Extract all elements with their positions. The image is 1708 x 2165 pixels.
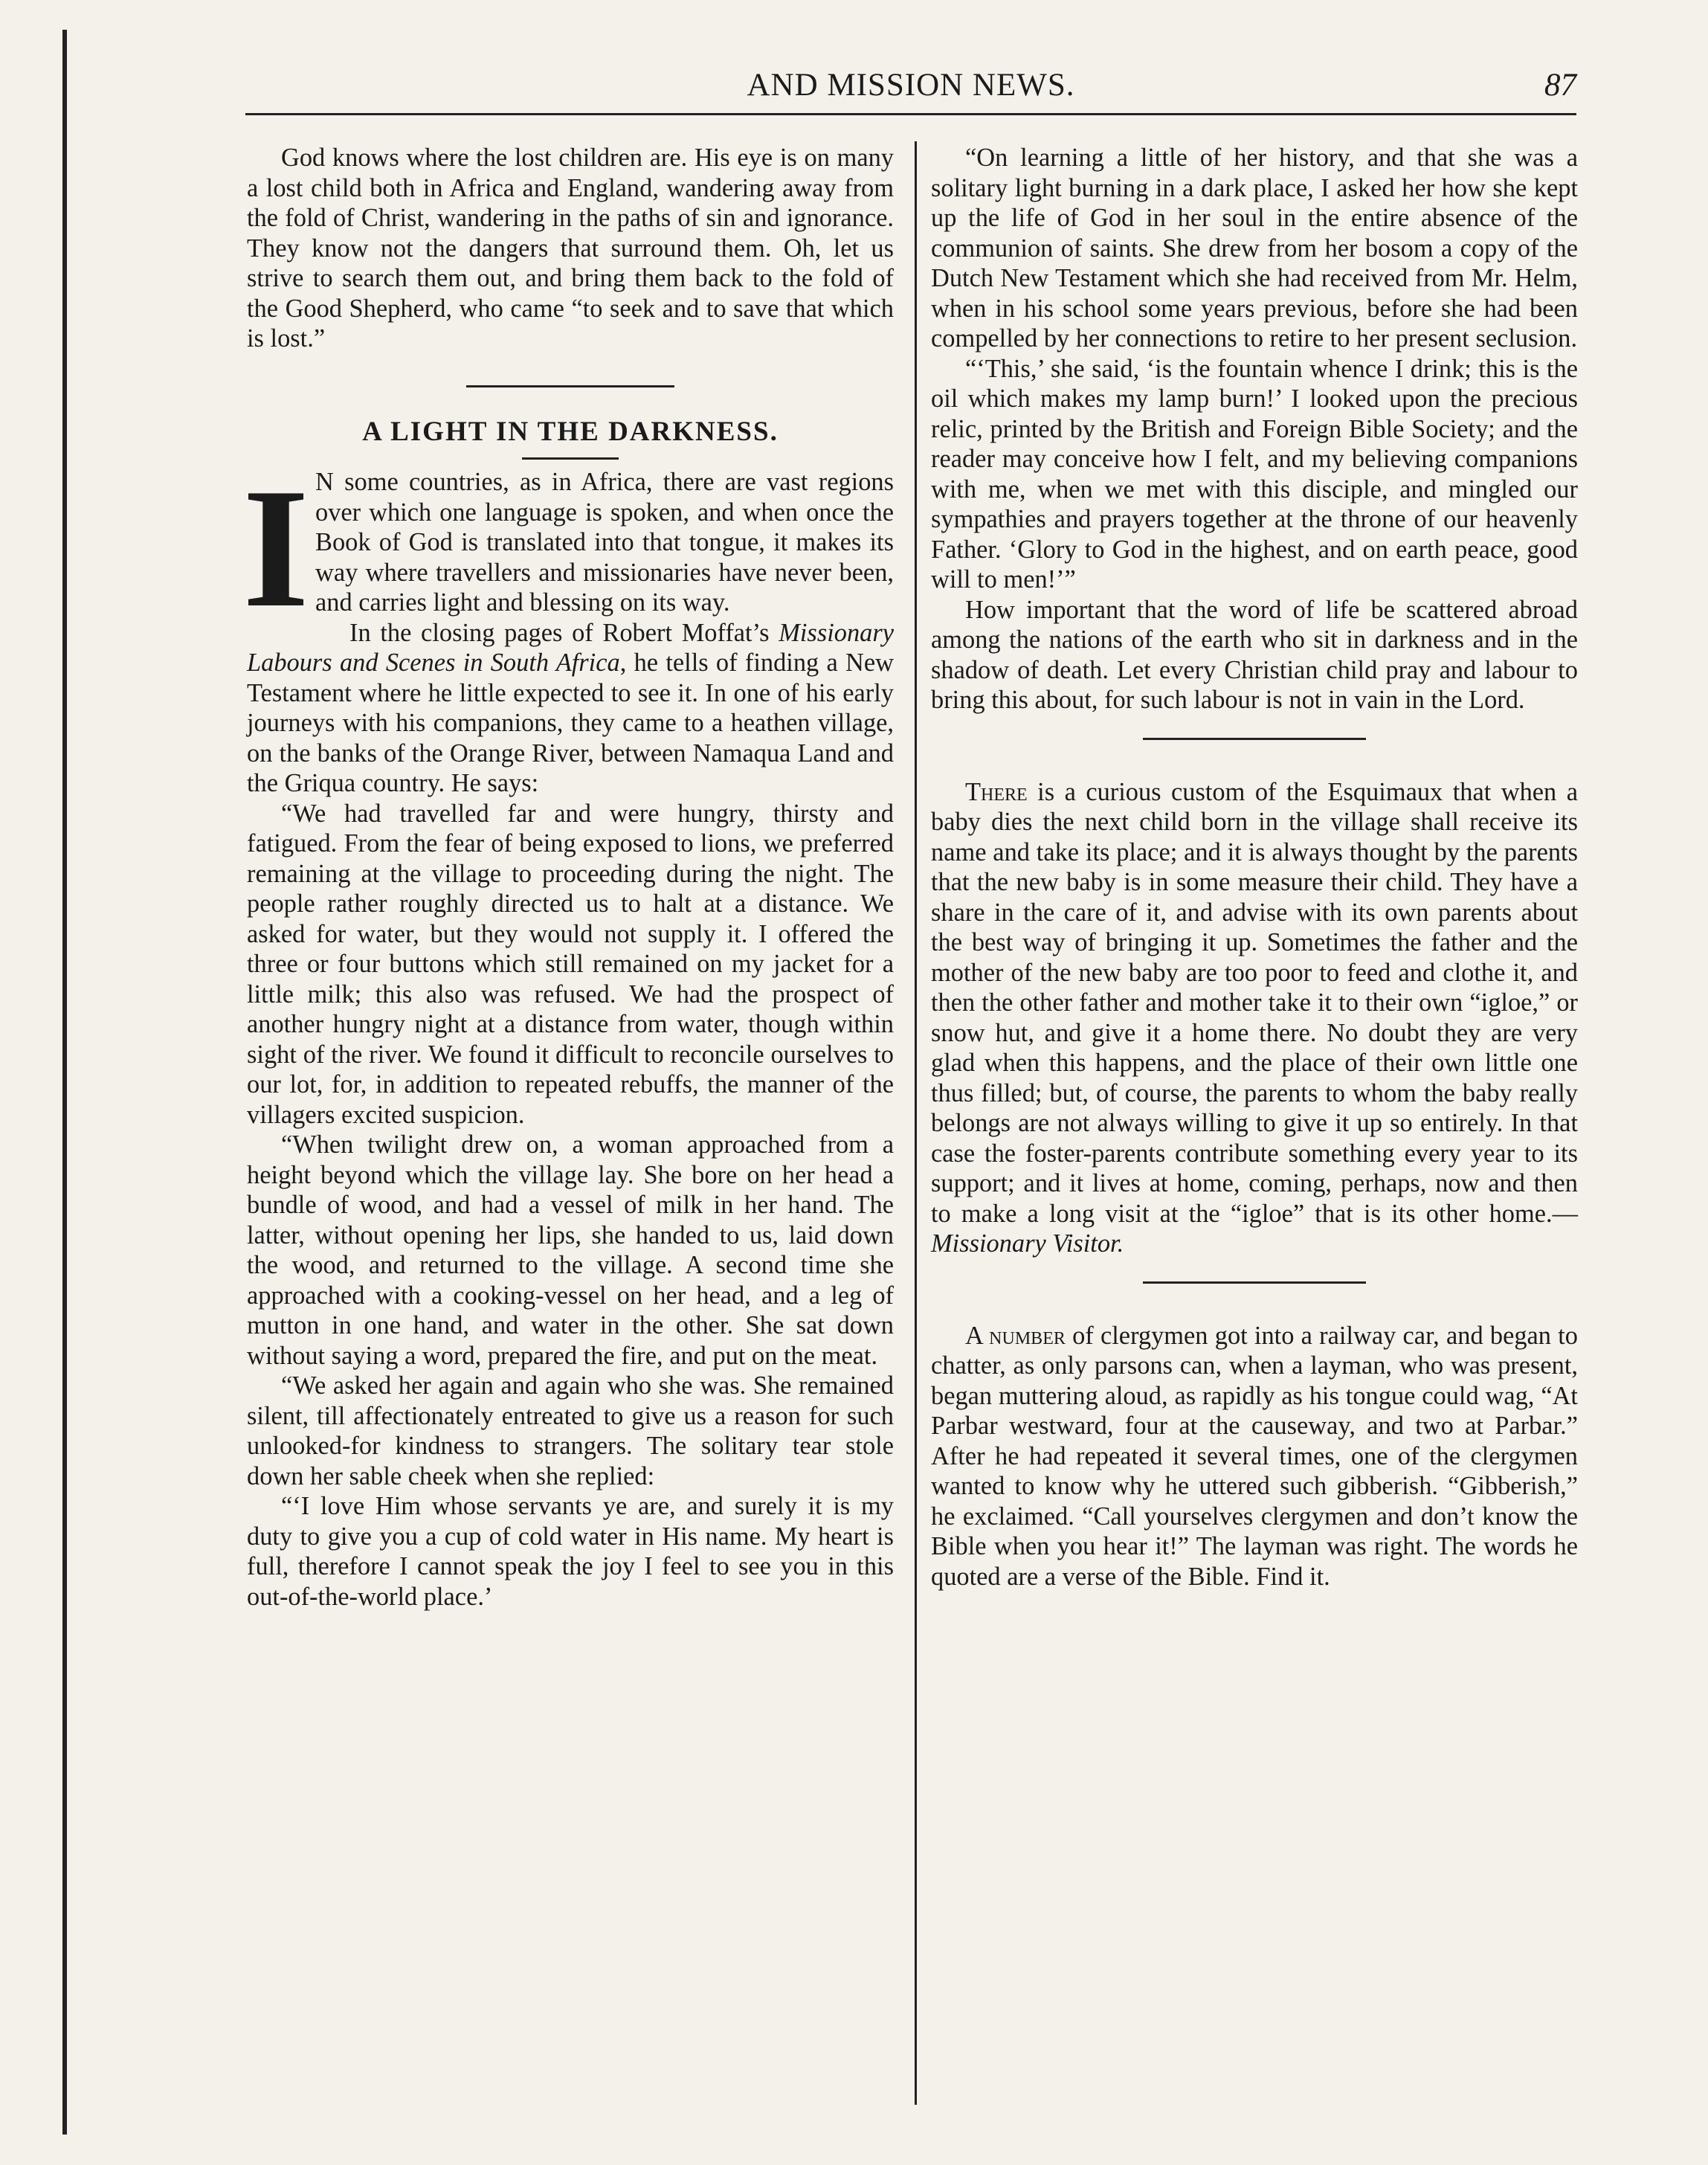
drop-cap-letter: I	[242, 453, 309, 643]
running-head-title: AND MISSION NEWS.	[747, 68, 1075, 103]
paragraph-text: is a curious custom of the Esquimaux that when a baby dies the next child born in the village shall receive its name and take its place; and it is always thought by the parents that the new baby is in some measure their child. They have a share in the care of it, and advise with its own parents about the best way of bringing it up. Sometimes the father and the mother of the new baby are too poor to feed and clothe it, and then the other father and mother take it to their own “igloe,” or snow hut, and give it a home there. No doubt they are very glad when this happens, and the place of their own little one thus filled; but, of course, the parents to whom the baby really belongs are not always willing to give it up so entirely. In that case the foster-parents contribute something every year to its support; and it lives at home, coming, perhaps, now and then to make a long visit at the “igloe” that is its other home.—	[931, 777, 1578, 1228]
paragraph-text: In the closing pages of Robert Moffat’s	[349, 618, 779, 647]
article-title: A LIGHT IN THE DARKNESS.	[362, 416, 779, 447]
clergymen-paragraph	[931, 1321, 1578, 1592]
esquimaux-paragraph	[931, 777, 1578, 1259]
article-paragraph	[247, 618, 894, 799]
lead-word: There	[965, 777, 1028, 806]
article-paragraph: “‘I love Him whose servants ye are, and surely it is my duty to give you a cup of cold water in His name. My heart is full, therefore I cannot speak the joy I feel to see you in this out-of-the-world place.’	[247, 1492, 894, 1611]
article-paragraph: “On learning a little of her history, and that she was a solitary light burning in a dark place, I asked her how she kept up the life of God in her soul in the entire absence of the communion of saints. She drew from her bosom a copy of the Dutch New Testament which she had received from Mr. Helm, when in his school some years previous, before she had been compelled by her connections to retire to her present seclusion.	[931, 144, 1578, 353]
right-column	[931, 143, 1578, 1592]
page-number: 87	[1544, 68, 1576, 103]
paragraph-text: , he tells of finding a New Testament where he little expected to see it. In one of his early journeys with his companions, they came to a heathen village, on the banks of the Orange River, between Namaqua Land and the Griqua country. He says:	[247, 649, 894, 797]
article-paragraph: “When twilight drew on, a woman approached from a height beyond which the village lay. She bore on her head a bundle of wood, and had a vessel of milk in her hand. The latter, without opening her lips, she handed to us, laid down the wood, and returned to the village. A second time she approached with a cooking-vessel on her head, and a leg of mutton in one hand, and water in the other. She sat down without saying a word, prepared the fire, and put on the meat.	[247, 1130, 894, 1370]
source-credit: Missionary Visitor.	[931, 1229, 1124, 1258]
section-separator	[466, 385, 674, 387]
book-title: Missionary Labours and Scenes in South Africa	[247, 618, 894, 677]
title-underline	[522, 457, 619, 460]
paragraph-text: N some countries, as in Africa, there are vast regions over which one language is spoken, and when once the Book of God is translated into that tongue, it makes its way where travellers and missionaries have never been, and carries light and blessing on its way.	[315, 468, 894, 617]
header-rule	[245, 113, 1576, 115]
running-head	[245, 67, 1576, 115]
intro-paragraph: God knows where the lost children are. His eye is on many a lost child both in Africa and England, wandering away from the fold of Christ, wandering in the paths of sin and ignorance. They know not the dangers that surround them. Oh, let us strive to search them out, and bring them back to the fold of the Good Shepherd, who came “to seek and to save that which is lost.”	[247, 144, 894, 353]
section-separator	[1143, 738, 1366, 740]
article-paragraph: How important that the word of life be scattered abroad among the nations of the earth who sit in darkness and in the shadow of death. Let every Christian child pray and labour to bring this about, for such labour is not in vain in the Lord.	[931, 595, 1578, 714]
lead-word: A number	[965, 1321, 1066, 1350]
left-column	[242, 143, 894, 1612]
article-paragraph: “We asked her again and again who she was. She remained silent, till affectionately entreated to give us a reason for such unlooked-for kindness to strangers. The solitary tear stole down her sable cheek when she replied:	[247, 1371, 894, 1490]
binding-edge-line	[62, 30, 67, 2135]
article-paragraph: “We had travelled far and were hungry, thirsty and fatigued. From the fear of being exposed to lions, we preferred remaining at the village to proceeding during the night. The people rather roughly directed us to halt at a distance. We asked for water, but they would not supply it. I offered the three or four buttons which still remained on my jacket for a little milk; this also was refused. We had the prospect of another hungry night at a distance from water, though within sight of the river. We found it difficult to reconcile ourselves to our lot, for, in addition to repeated rebuffs, the manner of the villagers excited suspicion.	[247, 799, 894, 1129]
article-paragraph: “‘This,’ she said, ‘is the fountain whence I drink; this is the oil which makes my lamp burn!’ I looked upon the precious relic, printed by the British and Foreign Bible Society; and the reader may conceive how I felt, and my believing companions with me, when we met with this disciple, and mingled our sympathies and prayers together at the throne of our heavenly Father. ‘Glory to God in the highest, and on earth peace, good will to men!’”	[931, 354, 1578, 593]
column-divider	[915, 141, 917, 2105]
section-separator	[1143, 1281, 1366, 1284]
paragraph-text: of clergymen got into a railway car, and began to chatter, as only parsons can, when a layman, who was present, began muttering aloud, as rapidly as his tongue could wag, “At Parbar westward, four at the causeway, and two at Parbar.” After he had repeated it several times, one of the clergymen wanted to know why he uttered such gibberish. “Gibberish,” he exclaimed. “Call yourselves clergymen and don’t know the Bible when you hear it!” The layman was right. The words he quoted are a verse of the Bible. Find it.	[931, 1321, 1578, 1591]
